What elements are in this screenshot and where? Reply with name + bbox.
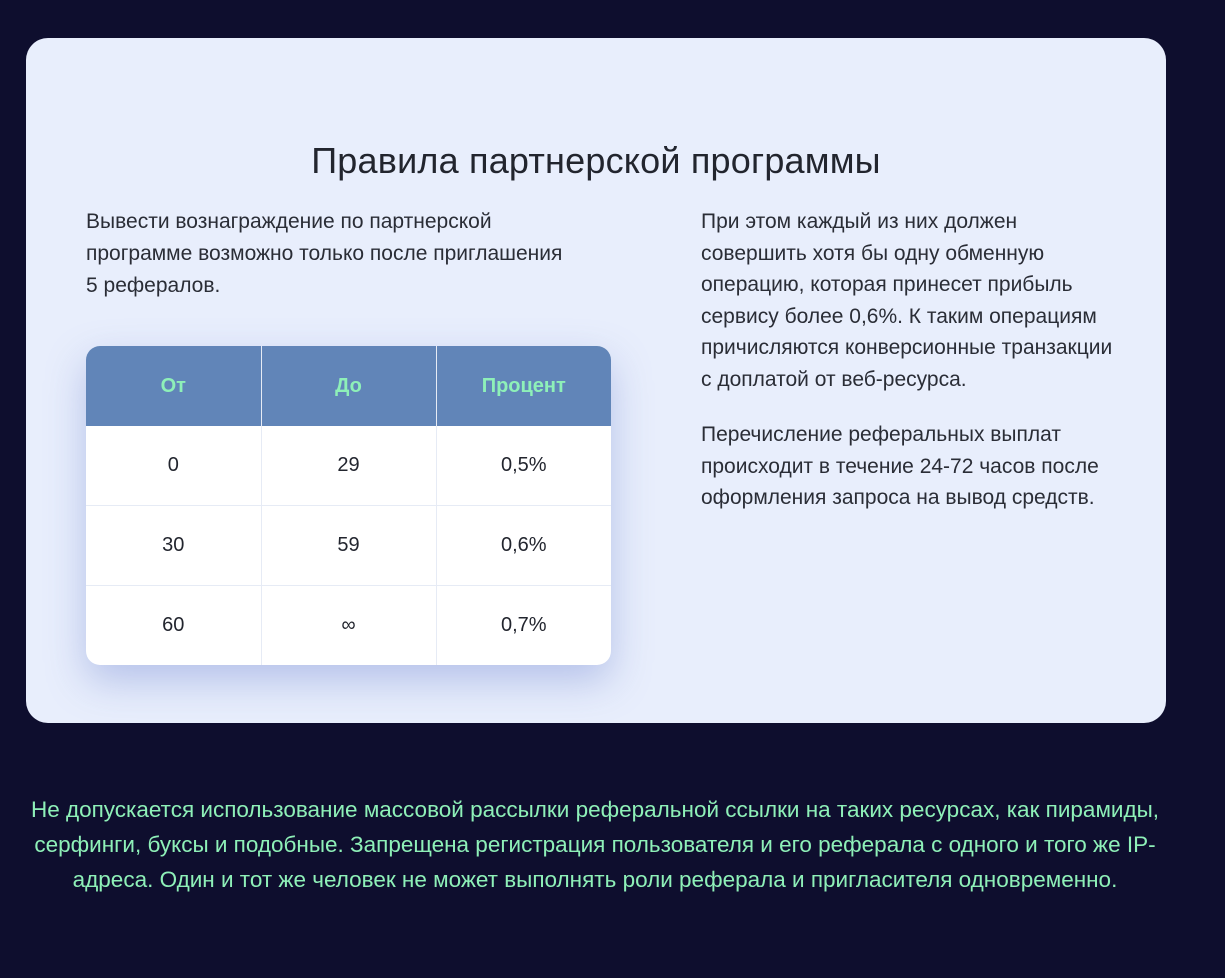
cell-from: 60 xyxy=(86,586,261,666)
table-row xyxy=(86,586,611,666)
cell-to: ∞ xyxy=(261,586,436,666)
table-row xyxy=(86,506,611,586)
cell-percent: 0,5% xyxy=(500,454,547,476)
page-title: Правила партнерской программы xyxy=(311,140,881,181)
rules-card xyxy=(26,38,1166,723)
table-header-row xyxy=(86,346,611,426)
rules-paragraph-operations: При этом каждый из них должен совершить хотя бы одну обменную операцию, которая принесет прибыль сервису более 0,6%. К таким операциям причисляются конверсионные транзакции с доплатой от веб-ресурса. xyxy=(701,210,1113,391)
column-header-to: До xyxy=(261,346,436,426)
rules-paragraph-payouts: Перечисление реферальных выплат происходит в течение 24-72 часов после оформления запроса на вывод средств. xyxy=(701,423,1099,509)
cell-to: 29 xyxy=(261,426,436,506)
commission-table xyxy=(86,346,611,665)
table-row xyxy=(86,426,611,506)
intro-text: Вывести вознаграждение по партнерской программе возможно только после приглашения 5 рефералов. xyxy=(86,210,563,297)
rules-details xyxy=(701,206,1121,538)
commission-table-grid xyxy=(86,346,611,665)
cell-percent: 0,7% xyxy=(436,586,611,666)
column-header-from: От xyxy=(86,346,261,426)
cell-from: 30 xyxy=(86,506,261,586)
cell-percent: 0,6% xyxy=(436,506,611,586)
column-header-percent: Процент xyxy=(436,346,611,426)
cell-from: 0 xyxy=(86,426,261,506)
restrictions-notice: Не допускается использование массовой рассылки реферальной ссылки на таких ресурсах, как пирамиды, серфинги, буксы и подобные. Запрещена регистрация пользователя и его реферала с одного и того же IP-адреса. Один и тот же человек не может выполнять роли реферала и пригласителя одновременно. xyxy=(30,797,1160,892)
cell-to: 59 xyxy=(261,506,436,586)
